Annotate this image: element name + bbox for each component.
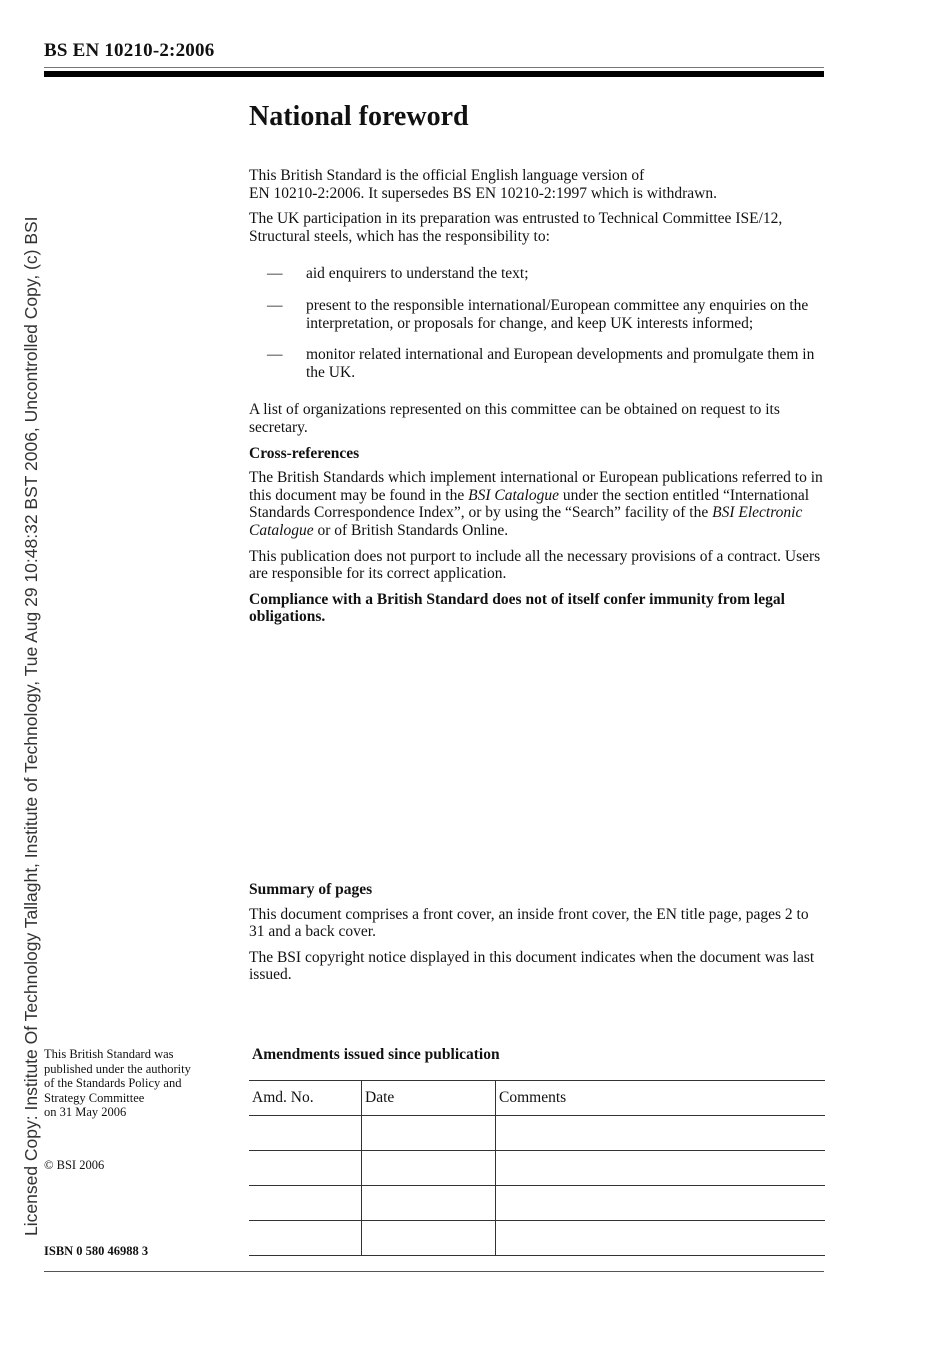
compliance-statement: Compliance with a British Standard does not of itself confer immunity from legal obligations. <box>249 590 785 626</box>
table-row <box>249 1186 825 1221</box>
header-rule-thick <box>44 71 824 77</box>
table-cell <box>362 1221 496 1256</box>
table-cell <box>496 1186 826 1221</box>
table-row <box>249 1151 825 1186</box>
provisions-paragraph: This publication does not purport to include all the necessary provisions of a contract. Users are responsible for its correct application. <box>249 547 821 583</box>
table-cell <box>362 1151 496 1186</box>
header-rule-thin <box>44 67 824 68</box>
list-item <box>249 265 827 283</box>
footer-rule <box>44 1271 824 1272</box>
table-header-row <box>249 1081 825 1116</box>
list-item-text: monitor related international and European developments and promulgate them in the UK. <box>306 346 815 381</box>
list-item <box>249 346 827 381</box>
cross-references-paragraph <box>249 469 827 539</box>
table-cell <box>249 1151 362 1186</box>
amendments-title: Amendments issued since publication <box>252 1046 500 1063</box>
list-item-text: aid enquirers to understand the text; <box>306 265 529 283</box>
column-header-amd-no: Amd. No. <box>249 1081 362 1116</box>
column-header-comments: Comments <box>496 1081 826 1116</box>
cross-ref-text-1: The British Standards which implement international or European publications referred to in this document may be found in the <box>249 469 823 504</box>
bsi-electronic-catalogue-title: BSI Electronic Catalogue <box>249 504 803 539</box>
column-header-date: Date <box>362 1081 496 1116</box>
publication-note-line: published under the authority <box>44 1061 191 1076</box>
isbn: ISBN 0 580 46988 3 <box>44 1244 149 1258</box>
publication-note-line: Strategy Committee <box>44 1090 145 1105</box>
cross-references-heading: Cross-references <box>249 444 360 462</box>
table-cell <box>249 1116 362 1151</box>
summary-heading: Summary of pages <box>249 881 373 898</box>
summary-paragraph-2: The BSI copyright notice displayed in this document indicates when the document was last issued. <box>249 948 815 984</box>
publication-note-line: on 31 May 2006 <box>44 1105 127 1120</box>
table-cell <box>249 1186 362 1221</box>
responsibility-list <box>249 265 827 381</box>
dash-bullet: — <box>267 265 283 283</box>
cross-ref-text-3: or of British Standards Online. <box>313 521 509 539</box>
copyright-notice: © BSI 2006 <box>44 1158 105 1172</box>
dash-bullet: — <box>267 296 283 314</box>
intro-paragraph <box>249 167 827 202</box>
table-cell <box>362 1186 496 1221</box>
publication-note-line: This British Standard was <box>44 1047 174 1061</box>
amendments-table <box>249 1080 825 1256</box>
intro-line-1: This British Standard is the official English language version of <box>249 167 645 184</box>
table-cell <box>496 1151 826 1186</box>
cross-ref-text-2: under the section entitled “International Standards Correspondence Index”, or by using the “Search” facility of the <box>249 486 810 522</box>
table-cell <box>496 1116 826 1151</box>
table-cell <box>362 1116 496 1151</box>
publication-note-line: of the Standards Policy and <box>44 1076 182 1091</box>
committee-paragraph: The UK participation in its preparation was entrusted to Technical Committee ISE/12, Structural steels, which has the responsibility to: <box>249 210 783 245</box>
national-foreword <box>249 100 827 634</box>
summary-paragraph-1: This document comprises a front cover, an inside front cover, the EN title page, pages 2 to 31 and a back cover. <box>249 905 809 941</box>
table-cell <box>496 1221 826 1256</box>
list-item <box>249 297 827 332</box>
dash-bullet: — <box>267 346 283 364</box>
intro-line-2: EN 10210-2:2006. It supersedes BS EN 10210-2:1997 which is withdrawn. <box>249 184 717 202</box>
publication-note <box>44 1047 234 1120</box>
summary-of-pages <box>249 881 827 992</box>
organizations-paragraph: A list of organizations represented on this committee can be obtained on request to its secretary. <box>249 401 780 436</box>
list-item-text: present to the responsible international/European committee any enquiries on the interpretation, or proposals for change, and keep UK interests informed; <box>306 296 809 332</box>
table-cell <box>249 1221 362 1256</box>
document-code: BS EN 10210-2:2006 <box>44 40 215 61</box>
table-row <box>249 1116 825 1151</box>
license-watermark: Licensed Copy: Institute Of Technology Tallaght, Institute of Technology, Tue Aug 29 10:48:32 BST 2006, Uncontrolled Copy, (c) BSI <box>21 216 41 1236</box>
bsi-catalogue-title: BSI Catalogue <box>468 486 559 504</box>
page-title: National foreword <box>249 101 469 132</box>
table-row <box>249 1221 825 1256</box>
